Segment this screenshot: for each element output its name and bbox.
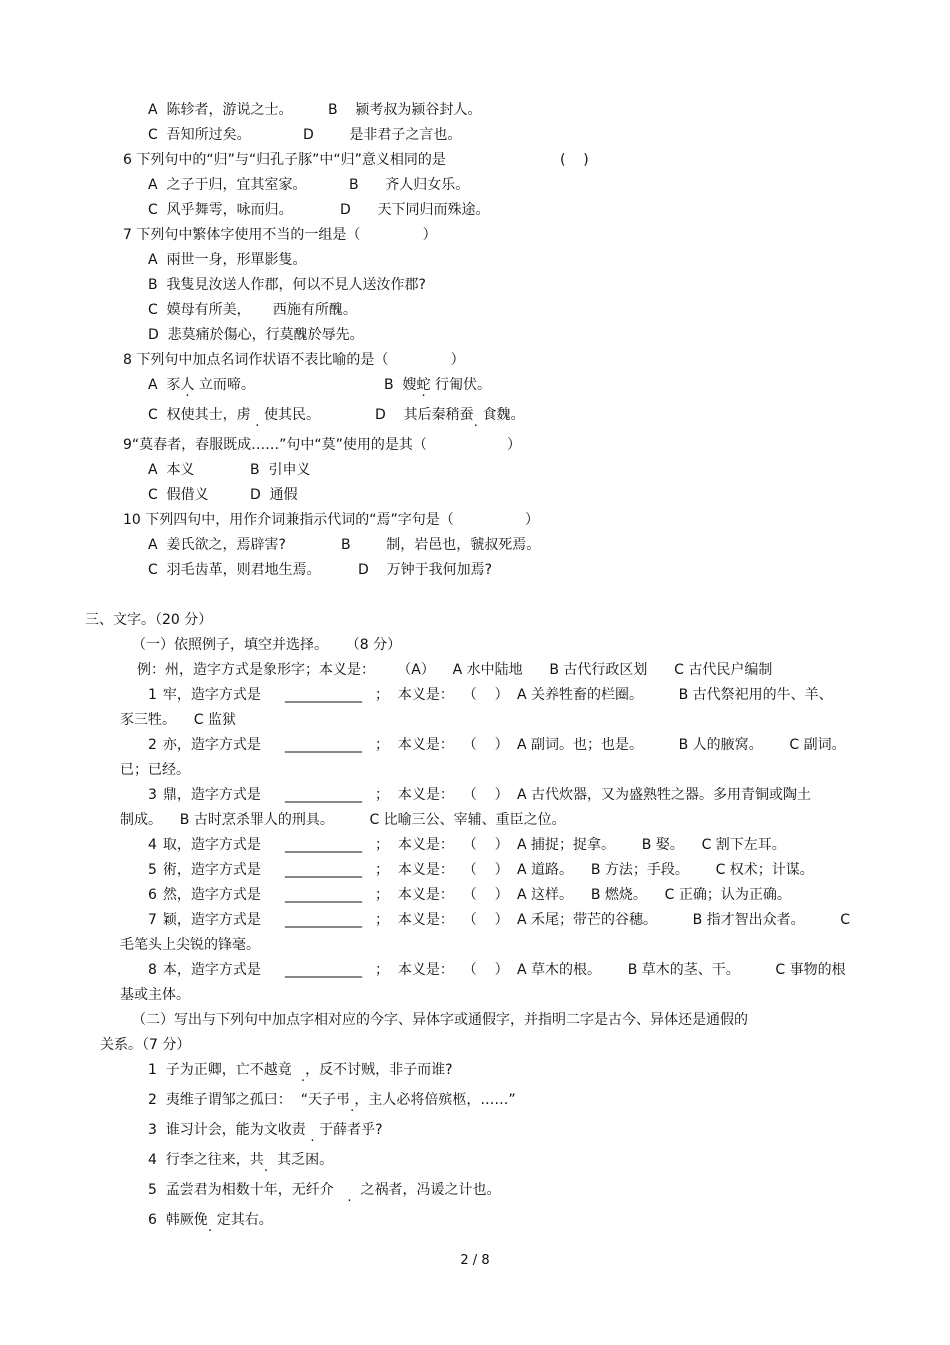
meaning-label: ； 本义是： （ ） bbox=[375, 862, 509, 878]
q10-option-d: D 万钟于我何加焉? bbox=[358, 562, 493, 578]
item-char: 然 bbox=[162, 887, 177, 903]
meaning-label: ； 本义是： （ ） bbox=[375, 887, 509, 903]
meaning-options-cont: 基或主体。 bbox=[120, 987, 190, 1003]
q6-option-d: D 天下同归而殊途。 bbox=[340, 202, 490, 218]
formation-blank: ___________ bbox=[285, 912, 362, 928]
sentence-item: 1 子为正卿，亡不越竟 ·，反不讨贼，非子而谁? bbox=[148, 1061, 453, 1079]
item-char: 本 bbox=[162, 962, 177, 978]
emphasis-dot-char bbox=[347, 1182, 351, 1198]
q8-option-d: D 其后秦稍蚕 · 食魏。 bbox=[375, 406, 525, 424]
item-number: 6 bbox=[148, 887, 157, 903]
meaning-options-cont: 已；已经。 bbox=[120, 762, 190, 778]
char-item-row bbox=[148, 836, 261, 854]
item-label: ，造字方式是 bbox=[176, 912, 261, 928]
item-label: ，造字方式是 bbox=[176, 862, 261, 878]
emphasis-dot-char bbox=[255, 407, 259, 423]
q7-option-a: A 兩世一身，形單影隻。 bbox=[148, 252, 307, 268]
item-char: 鼎 bbox=[162, 787, 177, 803]
q6-answer-blank: ( ) bbox=[560, 152, 589, 168]
sentence-item: 4 行李之往来，共 · 其乏困。 bbox=[148, 1151, 333, 1169]
q6-option-b: B 齐人归女乐。 bbox=[349, 177, 470, 193]
q7-stem: 7 下列句中繁体字使用不当的一组是（ ） bbox=[123, 227, 437, 243]
meaning-options-cont: 制成。 B 古时烹杀罪人的刑具。 C 比喻三公、宰辅、重臣之位。 bbox=[120, 812, 566, 828]
meaning-label: ； 本义是： （ ） bbox=[375, 687, 509, 703]
char-item-row bbox=[148, 736, 261, 754]
item-number: 8 bbox=[148, 962, 157, 978]
item-number: 4 bbox=[148, 837, 157, 853]
formation-blank: ___________ bbox=[285, 962, 362, 978]
item-label: ，造字方式是 bbox=[176, 887, 261, 903]
q6-option-a: A 之子于归，宜其室家。 bbox=[148, 177, 307, 193]
char-item-row bbox=[148, 786, 261, 804]
item-char: 颖 bbox=[162, 912, 177, 928]
q8-option-a: A 豕人 立而啼。 bbox=[148, 377, 255, 393]
page-number: 2 / 8 bbox=[460, 1253, 490, 1268]
sentence-item: 2 夷维子谓邹之孤曰： “天子弔 · ，主人必将倍殡柩，……” bbox=[148, 1091, 516, 1109]
q10-stem: 10 下列四句中，用作介词兼指示代词的“焉”字句是（ ） bbox=[123, 512, 539, 528]
q5-option-b: B 颍考叔为颍谷封人。 bbox=[328, 102, 482, 118]
q7-option-b: B 我隻見汝送人作郡，何以不見人送汝作郡? bbox=[148, 277, 426, 293]
char-item-row bbox=[148, 886, 261, 904]
section-title: 三、文字。（20 分） bbox=[85, 612, 213, 628]
q9-option-c: C 假借义 bbox=[148, 487, 209, 503]
q9-stem: 9“莫春者，春服既成……”句中“莫”使用的是其（ ） bbox=[123, 437, 522, 453]
emphasis-dot-char bbox=[264, 1152, 268, 1168]
meaning-label: ； 本义是： （ ） bbox=[375, 837, 509, 853]
q8-option-b: B 嫂蛇 行匍伏。 bbox=[384, 377, 491, 393]
item-char: 取 bbox=[162, 837, 177, 853]
meaning-label: ； 本义是： （ ） bbox=[375, 912, 509, 928]
emphasis-dot-char bbox=[310, 1122, 314, 1138]
item-label: ，造字方式是 bbox=[176, 962, 261, 978]
q9-option-d: D 通假 bbox=[250, 487, 298, 503]
meaning-options: A 这样。 B 燃烧。 C 正确；认为正确。 bbox=[517, 887, 791, 903]
formation-blank: ___________ bbox=[285, 737, 362, 753]
item-label: ，造字方式是 bbox=[176, 837, 261, 853]
sentence-item: 6 韩厥俛 · 定其右。 bbox=[148, 1211, 273, 1229]
emphasis-dot-char bbox=[474, 407, 478, 423]
emphasis-dot-char: 人 bbox=[180, 377, 195, 393]
char-item-row bbox=[148, 686, 261, 704]
emphasis-dot-char bbox=[301, 1062, 305, 1078]
example-line: 例：州，造字方式是象形字；本义是： （A） A 水中陆地 B 古代行政区划 C 古代民户编制 bbox=[137, 662, 773, 678]
q10-option-a: A 姜氏欲之，焉辟害? bbox=[148, 537, 286, 553]
q8-option-c: C 权使其士，虏 · 使其民。 bbox=[148, 406, 320, 424]
formation-blank: ___________ bbox=[285, 887, 362, 903]
q10-option-b: B 制，岩邑也，虢叔死焉。 bbox=[341, 537, 541, 553]
item-char: 術 bbox=[162, 862, 177, 878]
item-label: ，造字方式是 bbox=[176, 787, 261, 803]
sentence-item: 5 孟尝君为相数十年，无纤介 · 之祸者，冯谖之计也。 bbox=[148, 1181, 501, 1199]
q7-option-d: D 悲莫痛於傷心，行莫醜於辱先。 bbox=[148, 327, 364, 343]
char-item-row bbox=[148, 961, 261, 979]
meaning-label: ； 本义是： （ ） bbox=[375, 787, 509, 803]
formation-blank: ___________ bbox=[285, 687, 362, 703]
q6-stem: 6 下列句中的“归”与“归孔子豚”中“归”意义相同的是 bbox=[123, 152, 446, 168]
emphasis-dot-char bbox=[208, 1212, 212, 1228]
meaning-options: A 禾尾；带芒的谷穗。 B 指才智出众者。 C bbox=[517, 912, 851, 928]
q5-option-a: A 陈轸者，游说之士。 bbox=[148, 102, 293, 118]
item-char: 牢 bbox=[162, 687, 177, 703]
q7-option-c: C 嫫母有所美， 西施有所醜。 bbox=[148, 302, 357, 318]
part2-heading: （二）写出与下列句中加点字相对应的今字、异体字或通假字，并指明二字是古今、异体还是通假的 bbox=[132, 1012, 748, 1028]
item-label: ，造字方式是 bbox=[176, 737, 261, 753]
formation-blank: ___________ bbox=[285, 862, 362, 878]
item-number: 2 bbox=[148, 737, 157, 753]
formation-blank: ___________ bbox=[285, 787, 362, 803]
meaning-options: A 关养牲畜的栏圈。 B 古代祭祀用的牛、羊、 bbox=[517, 687, 833, 703]
q10-option-c: C 羽毛齿革，则君地生焉。 bbox=[148, 562, 321, 578]
meaning-options: A 捕捉；捉拿。 B 娶。 C 割下左耳。 bbox=[517, 837, 786, 853]
item-number: 1 bbox=[148, 687, 157, 703]
meaning-options: A 道路。 B 方法；手段。 C 权术；计谋。 bbox=[517, 862, 814, 878]
q8-stem: 8 下列句中加点名词作状语不表比喻的是（ ） bbox=[123, 352, 465, 368]
item-number: 3 bbox=[148, 787, 157, 803]
char-item-row bbox=[148, 861, 261, 879]
part2-heading-cont: 关系。（7 分） bbox=[100, 1037, 191, 1053]
meaning-label: ； 本义是： （ ） bbox=[375, 737, 509, 753]
q6-option-c: C 风乎舞雩，咏而归。 bbox=[148, 202, 293, 218]
meaning-options: A 副词。也；也是。 B 人的腋窝。 C 副词。 bbox=[517, 737, 846, 753]
part1-heading: （一）依照例子，填空并选择。 （8 分） bbox=[132, 637, 402, 653]
meaning-options: A 古代炊器，又为盛熟牲之器。多用青铜或陶土 bbox=[517, 787, 812, 803]
meaning-options-cont: 豕三牲。 C 监狱 bbox=[120, 712, 237, 728]
meaning-options-cont: 毛笔头上尖锐的锋毫。 bbox=[120, 937, 260, 953]
formation-blank: ___________ bbox=[285, 837, 362, 853]
q5-option-c: C 吾知所过矣。 bbox=[148, 127, 251, 143]
emphasis-dot-char bbox=[350, 1092, 354, 1108]
item-char: 亦 bbox=[162, 737, 177, 753]
emphasis-dot-char: 蛇 bbox=[416, 377, 431, 393]
q9-option-a: A 本义 bbox=[148, 462, 195, 478]
item-label: ，造字方式是 bbox=[176, 687, 261, 703]
sentence-item: 3 谁习计会，能为文收责 · 于薛者乎? bbox=[148, 1121, 383, 1139]
meaning-options: A 草木的根。 B 草木的茎、干。 C 事物的根 bbox=[517, 962, 846, 978]
item-number: 7 bbox=[148, 912, 157, 928]
meaning-label: ； 本义是： （ ） bbox=[375, 962, 509, 978]
item-number: 5 bbox=[148, 862, 157, 878]
q5-option-d: D 是非君子之言也。 bbox=[303, 127, 462, 143]
char-item-row bbox=[148, 911, 261, 929]
q9-option-b: B 引申义 bbox=[250, 462, 311, 478]
